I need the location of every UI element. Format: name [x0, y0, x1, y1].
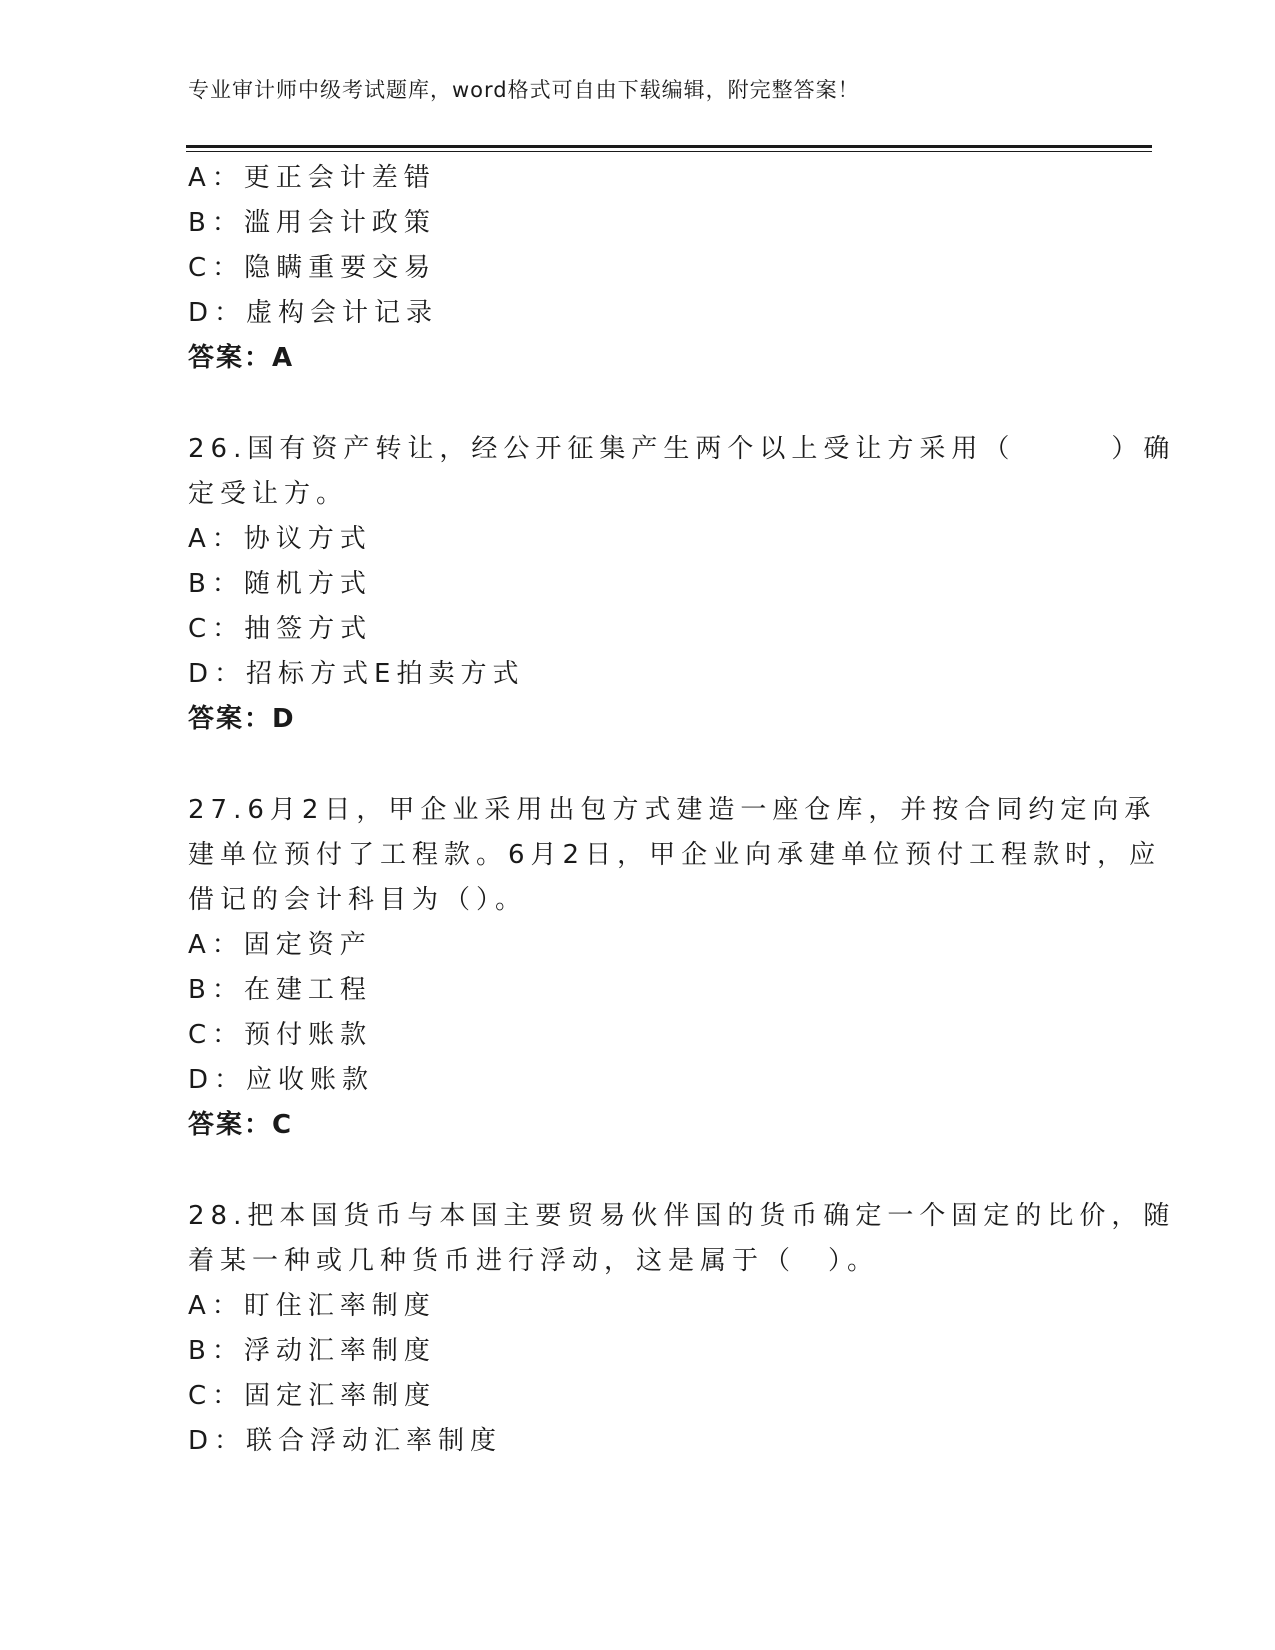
question-stem: 28.把本国货币与本国主要贸易伙伴国的货币确定一个固定的比价，随 — [188, 1201, 1176, 1231]
question-stem: 27.6月2日，甲企业采用出包方式建造一座仓库，并按合同约定向承 — [188, 795, 1157, 825]
option-d: D：招标方式E拍卖方式 — [188, 659, 525, 689]
option-a: A：盯住汇率制度 — [188, 1291, 436, 1321]
option-a: A：固定资产 — [188, 930, 372, 960]
answer: 答案：C — [188, 1110, 294, 1140]
question-stem: 借记的会计科目为（）。 — [188, 885, 528, 915]
answer: 答案：A — [188, 343, 295, 373]
question-stem: 26.国有资产转让，经公开征集产生两个以上受让方采用（ ）确 — [188, 434, 1176, 464]
option-b: B：随机方式 — [188, 569, 372, 599]
option-c: C：隐瞒重要交易 — [188, 253, 437, 283]
question-stem: 建单位预付了工程款。6月2日，甲企业向承建单位预付工程款时，应 — [188, 840, 1162, 870]
option-d: D：虚构会计记录 — [188, 298, 439, 328]
question-25-tail — [188, 156, 1088, 381]
option-a: A：更正会计差错 — [188, 163, 436, 193]
question-list — [188, 156, 1176, 1464]
question-stem: 着某一种或几种货币进行浮动，这是属于（ ）。 — [188, 1246, 880, 1276]
option-c: C：预付账款 — [188, 1020, 373, 1050]
option-b: B：滥用会计政策 — [188, 208, 436, 238]
question-stem: 定受让方。 — [188, 479, 349, 509]
page-header: 专业审计师中级考试题库，word格式可自由下载编辑，附完整答案！ — [188, 78, 860, 102]
option-b: B：在建工程 — [188, 975, 372, 1005]
option-c: C：抽签方式 — [188, 614, 373, 644]
question-26 — [188, 427, 1176, 742]
option-d: D：应收账款 — [188, 1065, 375, 1095]
header-rule-thick — [186, 145, 1152, 148]
header-rule-thin — [186, 151, 1152, 152]
option-c: C：固定汇率制度 — [188, 1381, 437, 1411]
option-d: D：联合浮动汇率制度 — [188, 1426, 503, 1456]
answer: 答案：D — [188, 704, 296, 734]
question-28 — [188, 1194, 1176, 1464]
option-a: A：协议方式 — [188, 524, 372, 554]
option-b: B：浮动汇率制度 — [188, 1336, 436, 1366]
question-27 — [188, 788, 1162, 1148]
